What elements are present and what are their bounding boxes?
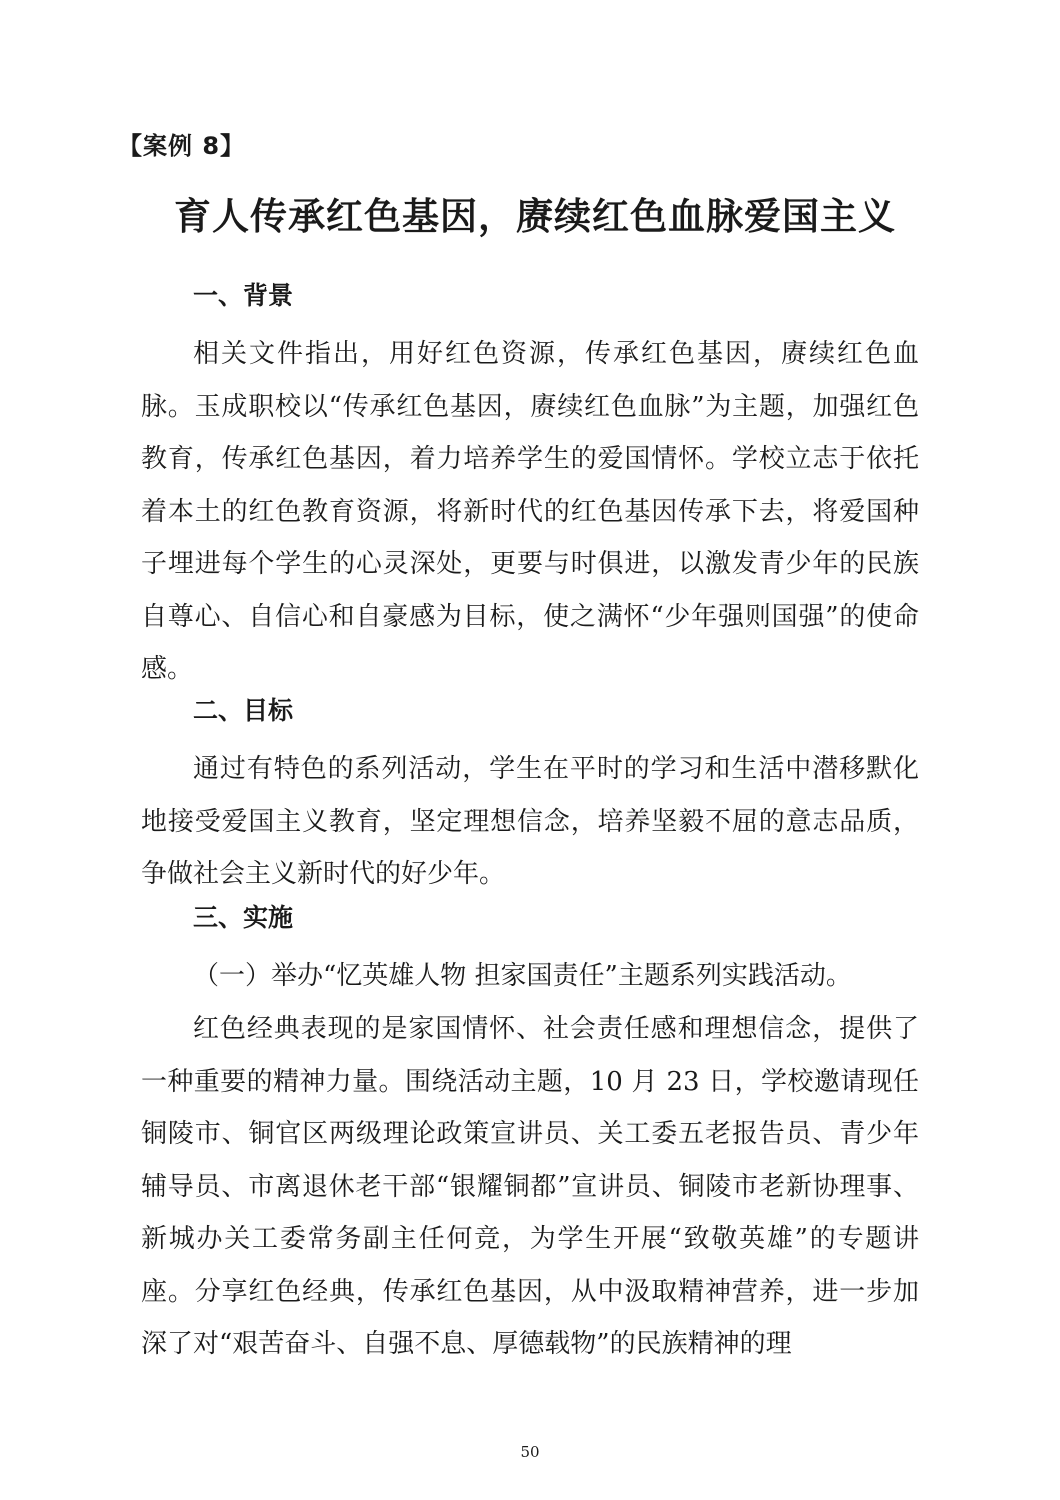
page-number: 50 [520,1443,540,1461]
section-heading-background: 一、背景 [193,281,294,310]
case-label: 【案例 8】 [118,132,246,160]
paragraph-background: 相关文件指出，用好红色资源，传承红色基因，赓续红色血脉。玉成职校以“传承红色基因，赓续红色血脉”为主题，加强红色教育，传承红色基因，着力培养学生的爱国情怀。学校立志于依托着本土的红色教育资源，将新时代的红色基因传承下去，将爱国种子埋进每个学生的心灵深处，更要与时俱进，以激发青少年的民族自尊心、自信心和自豪感为目标，使之满怀“少年强则国强”的使命感。 [141,339,919,684]
subheading-implementation-1: （一）举办“忆英雄人物 担家国责任”主题系列实践活动。 [193,961,852,991]
paragraph-goal: 通过有特色的系列活动，学生在平时的学习和生活中潜移默化地接受爱国主义教育，坚定理想信念，培养坚毅不屈的意志品质，争做社会主义新时代的好少年。 [141,754,919,889]
page-title: 育人传承红色基因，赓续红色血脉爱国主义 [174,194,896,238]
section-heading-implementation: 三、实施 [193,903,294,932]
paragraph-implementation: 红色经典表现的是家国情怀、社会责任感和理想信念，提供了一种重要的精神力量。围绕活动主题，10 月 23 日，学校邀请现任铜陵市、铜官区两级理论政策宣讲员、关工委五老报告员、青少年辅导员、市离退休老干部“银耀铜都”宣讲员、铜陵市老新协理事、新城办关工委常务副主任何竞，为学生开展“致敬英雄”的专题讲座。分享红色经典，传承红色基因，从中汲取精神营养，进一步加深了对“艰苦奋斗、自强不息、厚德载物”的民族精神的理 [141,1014,919,1359]
section-heading-goal: 二、目标 [193,696,294,725]
